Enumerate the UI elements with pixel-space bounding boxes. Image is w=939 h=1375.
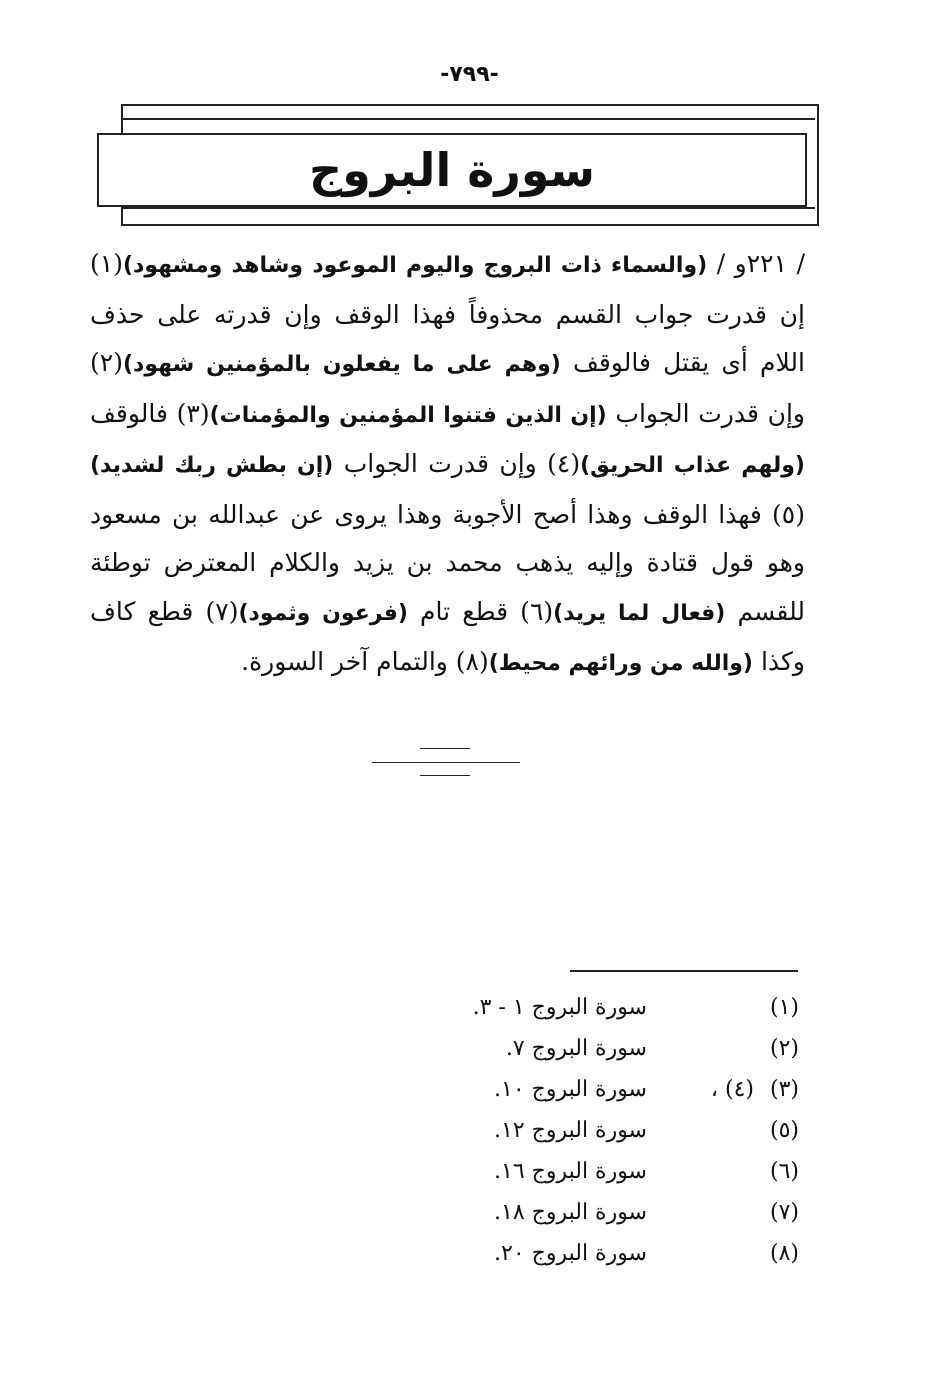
- quran-verse: (والله من ورائهم محيط): [488, 651, 753, 676]
- title-frame-line-bottom: [121, 207, 815, 209]
- page-number: -٧٩٩-: [440, 62, 499, 87]
- footnote-number: (٧): [769, 1200, 799, 1225]
- footnote-item: [139, 1029, 799, 1069]
- quran-verse: (فرعون وثمود): [238, 600, 408, 626]
- footnote-reference: سورة البروج ١ - ٣.: [472, 995, 647, 1020]
- commentary-text: (٦) قطع تام: [407, 596, 554, 626]
- quran-verse: (إن بطش ربك لشديد): [90, 453, 334, 478]
- footnote-number: (٢): [769, 1036, 799, 1061]
- footnote-number: (١): [769, 995, 799, 1020]
- commentary-text: (٢) وإن قدرت الجواب: [90, 348, 806, 428]
- commentary-text: (١) إن قدرت جواب القسم محذوفاً فهذا الوقف وإن قدرته على حذف اللام أى يقتل فالوقف: [90, 249, 805, 377]
- quran-verse: (ولهم عذاب الحريق): [580, 453, 805, 478]
- commentary-text: (٧) قطع كاف وكذا: [90, 596, 805, 676]
- footnote-item: [139, 1111, 799, 1151]
- commentary-text: (٨) والتمام آخر السورة.: [241, 647, 489, 676]
- quran-verse: (فعال لما يريد): [553, 600, 726, 626]
- footnote-reference: سورة البروج ٢٠.: [494, 1241, 647, 1266]
- footnote-item: [139, 1234, 799, 1274]
- commentary-paragraph: [90, 240, 805, 689]
- quran-verse: (والسماء ذات البروج واليوم الموعود وشاهد ومشهود): [122, 253, 708, 278]
- divider-top: [420, 748, 470, 749]
- footnote-number: (٨): [769, 1241, 799, 1266]
- commentary-text: (٣) فالوقف: [90, 398, 210, 428]
- divider-bottom: [420, 775, 470, 776]
- footnote-reference: سورة البروج ١٨.: [494, 1200, 647, 1225]
- commentary-text: (٥) فهذا الوقف وهذا أصح الأجوبة وهذا يروى عن عبدالله بن مسعود وهو قول قتادة وإليه يذهب محمد بن يزيد والكلام المعترض توطئة للقسم: [90, 499, 805, 626]
- footnote-reference: سورة البروج ١٠.: [494, 1077, 647, 1102]
- divider-middle: [372, 762, 520, 763]
- title-frame-line-top: [121, 118, 815, 120]
- footnote-item: [139, 988, 799, 1028]
- quran-verse: (وهم على ما يفعلون بالمؤمنين شهود): [122, 352, 561, 377]
- footnote-separator: [570, 970, 798, 972]
- quran-verse: (إن الذين فتنوا المؤمنين والمؤمنات): [209, 402, 607, 428]
- footnote-item: [139, 1193, 799, 1233]
- footnote-item: [139, 1070, 799, 1110]
- footnote-reference: سورة البروج ٧.: [505, 1036, 647, 1061]
- footnote-number: (٦): [769, 1159, 799, 1184]
- commentary-text: (٤) وإن قدرت الجواب: [333, 449, 581, 478]
- surah-title: سورة البروج: [309, 143, 595, 197]
- footnote-number: (٥): [769, 1118, 799, 1143]
- commentary-text: / ٢٢١و /: [707, 249, 805, 278]
- footnote-item: [139, 1152, 799, 1192]
- footnote-reference: سورة البروج ١٢.: [494, 1118, 647, 1143]
- footnote-reference: سورة البروج ١٦.: [494, 1159, 647, 1184]
- footnote-number: (٣): [769, 1077, 799, 1102]
- footnote-number-secondary: ، (٤): [710, 1077, 754, 1102]
